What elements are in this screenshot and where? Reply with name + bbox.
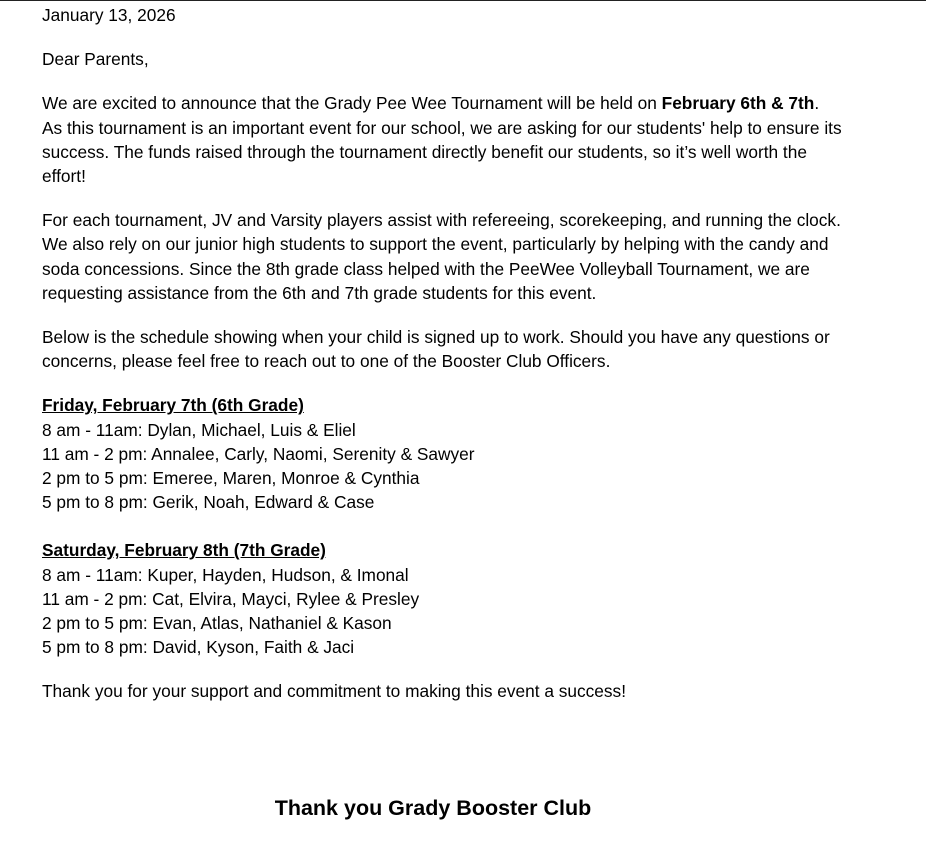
schedule-slot: 8 am - 11am: Kuper, Hayden, Hudson, & Imonal <box>42 564 409 585</box>
schedule-slot: 5 pm to 8 pm: David, Kyson, Faith & Jaci <box>42 637 355 658</box>
schedule-heading-saturday: Saturday, February 8th (7th Grade) <box>42 540 326 561</box>
schedule-slot: 2 pm to 5 pm: Evan, Atlas, Nathaniel & Kason <box>42 613 392 634</box>
greeting: Dear Parents, <box>42 49 149 70</box>
tournament-dates: February 6th & 7th <box>661 93 815 114</box>
schedule-friday <box>42 393 842 514</box>
volunteer-paragraph: For each tournament, JV and Varsity players assist with refereeing, scorekeeping, and running the clock. We also rely on our junior high students to support the event, particularly by helping with the candy and soda concessions. Since the 8th grade class helped with the PeeWee Volleyball Tournament, we are requesting assistance from the 6th and 7th grade students for this event. <box>42 210 841 303</box>
letter-body <box>42 3 842 724</box>
schedule-slot: 11 am - 2 pm: Annalee, Carly, Naomi, Serenity & Sawyer <box>42 443 475 464</box>
intro-paragraph <box>42 91 842 188</box>
schedule-saturday <box>42 538 842 659</box>
schedule-slot: 5 pm to 8 pm: Gerik, Noah, Edward & Case <box>42 492 375 513</box>
schedule-heading-friday: Friday, February 7th (6th Grade) <box>42 395 304 416</box>
schedule-intro-paragraph: Below is the schedule showing when your child is signed up to work. Should you have any questions or concerns, please feel free to reach out to one of the Booster Club Officers. <box>42 327 830 372</box>
signoff: Thank you Grady Booster Club <box>274 796 592 820</box>
intro-text-start: We are excited to announce that the Grady Pee Wee Tournament will be held on <box>42 93 662 114</box>
schedule-slot: 2 pm to 5 pm: Emeree, Maren, Monroe & Cynthia <box>42 468 420 489</box>
schedule-slot: 11 am - 2 pm: Cat, Elvira, Mayci, Rylee & Presley <box>42 588 420 609</box>
schedule-slot: 8 am - 11am: Dylan, Michael, Luis & Eliel <box>42 419 356 440</box>
intro-text-end: . As this tournament is an important event for our school, we are asking for our students' help to ensure its success. The funds raised through the tournament directly benefit our students, so it’s well worth the effort! <box>42 93 842 187</box>
letter-date: January 13, 2026 <box>42 5 176 25</box>
closing-paragraph: Thank you for your support and commitment to making this event a success! <box>42 681 626 702</box>
top-border-line <box>0 0 926 1</box>
